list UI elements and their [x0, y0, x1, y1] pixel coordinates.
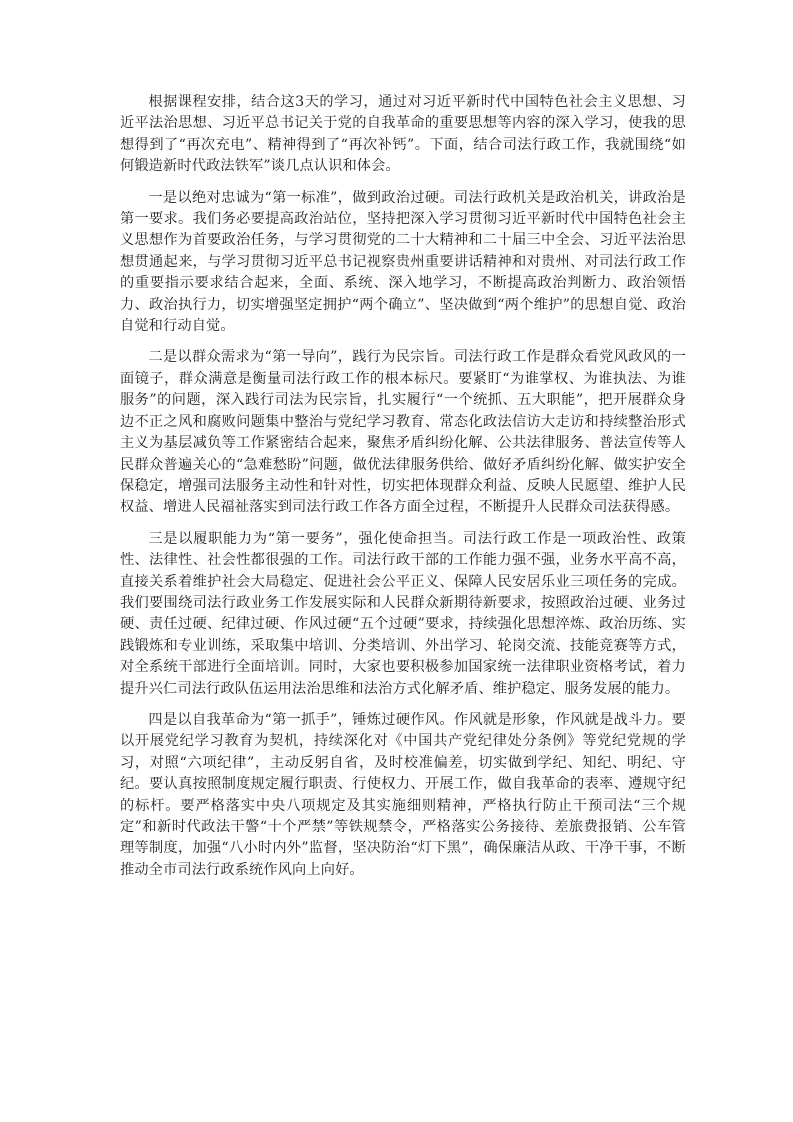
document-body [120, 92, 686, 891]
paragraph-point-one: 一是以绝对忠诚为“第一标准”，做到政治过硬。司法行政机关是政治机关，讲政治是第一要求。我们务必要提高政治站位，坚持把深入学习贯彻习近平新时代中国特色社会主义思想作为首要政治任务，与学习贯彻党的二十大精神和二十届三中全会、习近平法治思想贯通起来，与学习贯彻习近平总书记视察贵州重要讲话精神和对贵州、对司法行政工作的重要指示要求结合起来，全面、系统、深入地学习，不断提高政治判断力、政治领悟力、政治执行力，切实增强坚定拥护“两个确立”、坚决做到“两个维护”的思想自觉、政治自觉和行动自觉。 [120, 189, 686, 335]
paragraph-point-four: 四是以自我革命为“第一抓手”，锤炼过硬作风。作风就是形象，作风就是战斗力。要以开展党纪学习教育为契机，持续深化对《中国共产党纪律处分条例》等党纪党规的学习，对照“六项纪律”，主动反躬自省，及时校准偏差，切实做到学纪、知纪、明纪、守纪。要认真按照制度规定履行职责、行使权力、开展工作，做自我革命的表率、遵规守纪的标杆。要严格落实中央八项规定及其实施细则精神，严格执行防止干预司法“三个规定”和新时代政法干警“十个严禁”等铁规禁令，严格落实公务接待、差旅费报销、公车管理等制度，加强“八小时内外”监督，坚决防治“灯下黑”，确保廉洁从政、干净干事，不断推动全市司法行政系统作风向上向好。 [120, 711, 686, 878]
paragraph-point-three: 三是以履职能力为“第一要务”，强化使命担当。司法行政工作是一项政治性、政策性、法律性、社会性都很强的工作。司法行政干部的工作能力强不强，业务水平高不高，直接关系着维护社会大局稳定、促进社会公平正义、保障人民安居乐业三项任务的完成。我们要围绕司法行政业务工作发展实际和人民群众新期待新要求，按照政治过硬、业务过硬、责任过硬、纪律过硬、作风过硬“五个过硬”要求，持续强化思想淬炼、政治历练、实践锻炼和专业训练，采取集中培训、分类培训、外出学习、轮岗交流、技能竞赛等方式，对全系统干部进行全面培训。同时，大家也要积极参加国家统一法律职业资格考试，着力提升兴仁司法行政队伍运用法治思维和法治方式化解矛盾、维护稳定、服务发展的能力。 [120, 530, 686, 697]
paragraph-intro: 根据课程安排，结合这3天的学习，通过对习近平新时代中国特色社会主义思想、习近平法治思想、习近平总书记关于党的自我革命的重要思想等内容的深入学习，使我的思想得到了“再次充电”、精神得到了“再次补钙”。下面，结合司法行政工作，我就围绕“如何锻造新时代政法铁军”谈几点认识和体会。 [120, 94, 686, 175]
paragraph-point-two: 二是以群众需求为“第一导向”，践行为民宗旨。司法行政工作是群众看党风政风的一面镜子，群众满意是衡量司法行政工作的根本标尺。要紧盯“为谁掌权、为谁执法、为谁服务”的问题，深入践行司法为民宗旨，扎实履行“一个统抓、五大职能”，把开展群众身边不正之风和腐败问题集中整治与党纪学习教育、常态化政法信访大走访和持续整治形式主义为基层减负等工作紧密结合起来，聚焦矛盾纠纷化解、公共法律服务、普法宣传等人民群众普遍关心的“急难愁盼”问题，做优法律服务供给、做好矛盾纠纷化解、做实护安全保稳定，增强司法服务主动性和针对性，切实把体现群众利益、反映人民愿望、维护人民权益、增进人民福祉落实到司法行政工作各方面全过程，不断提升人民群众司法获得感。 [120, 349, 686, 516]
